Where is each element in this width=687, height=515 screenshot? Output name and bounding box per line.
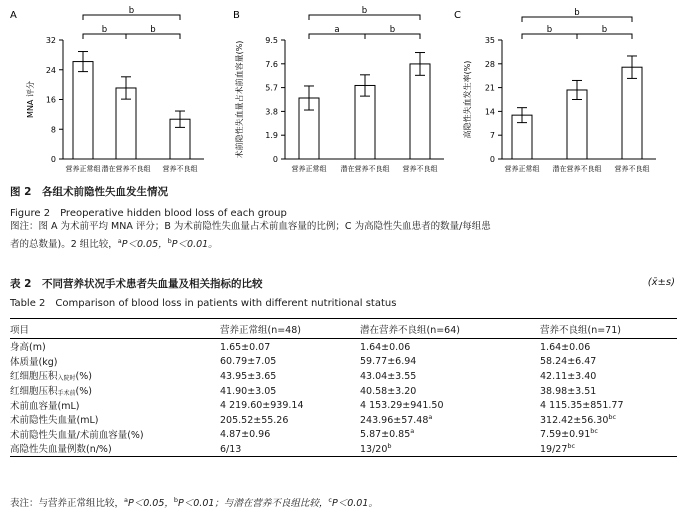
- y-tick-label: 0: [272, 155, 278, 164]
- table-header-row: [10, 319, 677, 339]
- y-tick-label: 14: [484, 107, 495, 117]
- cell-malnourished: 1.64±0.06: [540, 341, 591, 353]
- category-label: 营养不良组: [614, 165, 650, 173]
- table-row: [10, 397, 677, 412]
- table-title-en: Table 2 Comparison of blood loss in patients with different nutritional status: [10, 298, 397, 309]
- y-tick-label: 9.5: [265, 36, 278, 45]
- cell-item: 体质量(kg): [10, 356, 58, 368]
- cell-normal: 1.65±0.07: [220, 341, 271, 353]
- y-tick-label: 7: [489, 131, 495, 141]
- table-row: [10, 383, 677, 398]
- significance-label: b: [128, 6, 135, 16]
- significance-label: b: [389, 25, 396, 35]
- panel-letter: C: [454, 10, 461, 21]
- cell-normal: 4.87±0.96: [220, 429, 271, 441]
- y-tick-label: 24: [45, 65, 56, 75]
- significance-label: b: [546, 25, 553, 35]
- category-label: 营养正常组: [504, 165, 540, 173]
- table-stat-notation: (x̄±s): [647, 277, 675, 288]
- cell-malnourished: 7.59±0.91$^{bc}$: [540, 427, 598, 441]
- category-label: 营养不良组: [162, 165, 198, 173]
- cell-item: 术前隐性失血量/术前血容量(%): [10, 429, 144, 441]
- cell-at-risk: 1.64±0.06: [360, 341, 411, 353]
- cell-item: 术前血容量(mL): [10, 400, 80, 412]
- figure-title-cn: 图 2 各组术前隐性失血发生情况: [10, 186, 168, 198]
- y-tick-label: 21: [484, 83, 495, 93]
- cell-normal: 43.95±3.65: [220, 370, 277, 382]
- cell-normal: 41.90±3.05: [220, 385, 277, 397]
- cell-at-risk: 5.87±0.85$^a$: [360, 427, 415, 441]
- header-malnourished-group: 营养不良组(n=71): [540, 319, 677, 339]
- bar: [410, 64, 430, 159]
- category-label: 潜在营养不良组: [552, 165, 602, 173]
- cell-at-risk: 4 153.29±941.50: [360, 400, 444, 412]
- significance-label: b: [574, 8, 580, 18]
- figure-note-line1: 图注：图 A 为术前平均 MNA 评分；B 为术前隐性失血量占术前血容量的比例；C 为高隐性失血患者的数量/每组患: [10, 221, 491, 232]
- cell-malnourished: 42.11±3.40: [540, 370, 597, 382]
- header-item: 项目: [10, 319, 220, 339]
- cell-malnourished: 58.24±6.47: [540, 356, 597, 368]
- significance-label: b: [150, 25, 156, 35]
- cell-malnourished: 38.98±3.51: [540, 385, 597, 397]
- y-tick-label: 16: [45, 95, 56, 105]
- cell-malnourished: 4 115.35±851.77: [540, 400, 624, 412]
- cell-at-risk: 40.58±3.20: [360, 385, 417, 397]
- figure-title-en: Figure 2 Preoperative hidden blood loss of each group: [10, 208, 287, 219]
- header-at-risk-group: 潜在营养不良组(n=64): [360, 319, 540, 339]
- cell-normal: 4 219.60±939.14: [220, 400, 304, 412]
- figure-note: [10, 219, 682, 252]
- significance-label: b: [361, 6, 368, 16]
- y-tick-label: 0: [489, 155, 495, 164]
- category-label: 潜在营养不良组: [340, 165, 390, 173]
- figure-2-panels: [0, 0, 687, 190]
- significance-label: a: [334, 25, 340, 35]
- cell-item: 红细胞压积手术前(%): [10, 386, 92, 398]
- table-row: [10, 412, 677, 427]
- cell-at-risk: 43.04±3.55: [360, 370, 417, 382]
- panel-letter: A: [10, 10, 17, 21]
- cell-normal: 205.52±55.26: [220, 414, 289, 426]
- figure-note-line2: 者的总数量)。2 组比较，$^a$P＜0.05，$^b$P＜0.01。: [10, 237, 218, 250]
- table-note: 表注：与营养正常组比较，$^a$P＜0.05，$^b$P＜0.01；与潜在营养不良组比较，$^c$P＜0.01。: [10, 496, 378, 509]
- category-label: 营养正常组: [291, 165, 327, 173]
- y-tick-label: 28: [484, 59, 495, 69]
- y-tick-label: 32: [45, 36, 56, 45]
- bar: [567, 90, 587, 159]
- category-label: 营养不良组: [402, 165, 438, 173]
- category-label: 潜在营养不良组: [101, 165, 151, 173]
- table-row: [10, 427, 677, 442]
- y-tick-label: 7.6: [265, 59, 278, 69]
- y-tick-label: 3.8: [265, 107, 278, 117]
- panel-a: [10, 6, 204, 173]
- bar: [622, 67, 642, 159]
- cell-malnourished: $19/27^{bc}$: [540, 441, 677, 456]
- panel-b: [233, 6, 444, 173]
- y-tick-label: 35: [484, 36, 495, 45]
- y-tick-label: 0: [50, 155, 56, 164]
- bar: [73, 62, 93, 159]
- blood-loss-table: [10, 318, 677, 457]
- cell-item: 术前隐性失血量(mL): [10, 415, 99, 427]
- table-row: [10, 368, 677, 383]
- y-tick-label: 1.9: [265, 131, 278, 141]
- y-tick-label: 8: [50, 125, 56, 135]
- significance-label: b: [101, 25, 108, 35]
- cell-at-risk: 59.77±6.94: [360, 356, 417, 368]
- panel-letter: B: [233, 10, 240, 21]
- cell-at-risk: 13/20$^b$: [360, 441, 540, 456]
- significance-label: b: [601, 25, 608, 35]
- y-axis-label: 术前隐性失血量占术前血容量(%): [235, 40, 244, 159]
- header-normal-group: 营养正常组(n=48): [220, 319, 360, 339]
- category-label: 营养正常组: [65, 165, 101, 173]
- table-row: [10, 441, 677, 456]
- table-row: [10, 354, 677, 369]
- cell-normal: 60.79±7.05: [220, 356, 277, 368]
- y-axis-label: MNA 评分: [26, 81, 35, 118]
- cell-at-risk: 243.96±57.48$^a$: [360, 412, 433, 426]
- cell-item: 高隐性失血量例数(n/%): [10, 441, 220, 456]
- cell-malnourished: 312.42±56.30$^{bc}$: [540, 412, 617, 426]
- cell-item: 身高(m): [10, 342, 46, 354]
- table-title-cn: 表 2 不同营养状况手术患者失血量及相关指标的比较: [10, 278, 263, 290]
- y-axis-label: 高隐性失血发生率(%): [463, 60, 472, 139]
- cell-item: 红细胞压积入院时(%): [10, 371, 92, 383]
- y-tick-label: 5.7: [265, 83, 278, 93]
- panel-c: [454, 8, 656, 173]
- cell-normal: 6/13: [220, 441, 360, 456]
- table-row: [10, 339, 677, 354]
